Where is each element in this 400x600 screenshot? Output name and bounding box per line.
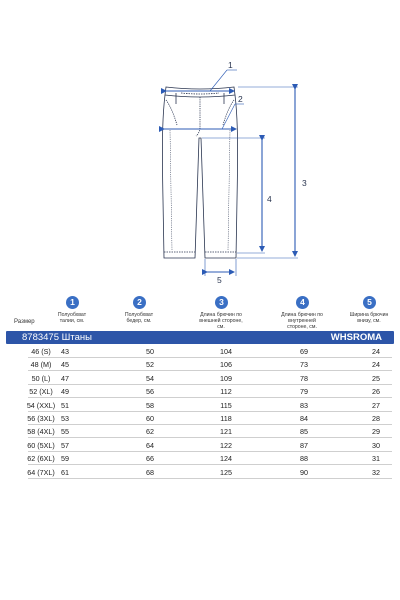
measure-cell-5: 25 (372, 373, 380, 383)
table-row (8, 359, 392, 371)
measure-cell-2: 50 (146, 347, 154, 356)
measure-cell-1: 51 (61, 400, 69, 410)
size-cell: 48 (M) (30, 360, 52, 370)
measure-cell-5: 24 (372, 360, 380, 370)
column-2-label: Полуобхват бедер, см. (124, 312, 154, 324)
table-row (8, 426, 392, 438)
measure-cell-1: 45 (61, 360, 69, 370)
measure-cell-4: 83 (300, 400, 308, 410)
measure-cell-3: 122 (220, 440, 232, 450)
measure-cell-3: 115 (220, 400, 232, 410)
measure-cell-5: 29 (372, 427, 380, 437)
measure-cell-2: 52 (146, 360, 154, 370)
callout-2: 2 (238, 94, 243, 104)
size-cell: 60 (5XL) (27, 440, 55, 450)
measure-cell-2: 64 (146, 440, 154, 450)
table-row (8, 373, 392, 385)
trousers-outline (162, 87, 237, 258)
measurement-lines (164, 70, 298, 276)
column-4-label: Длина брючин по внутренней стороне, см. (281, 312, 323, 330)
measure-cell-1: 61 (61, 467, 69, 477)
measure-cell-3: 104 (220, 347, 232, 356)
column-3-badge: 3 (215, 296, 228, 309)
measure-cell-4: 73 (300, 360, 308, 370)
measure-cell-5: 28 (372, 414, 380, 423)
size-cell: 52 (XL) (29, 387, 53, 397)
measure-cell-3: 106 (220, 360, 232, 370)
measure-cell-5: 24 (372, 347, 380, 356)
product-code: 8783475 Штаны (22, 332, 92, 343)
measure-cell-5: 32 (372, 467, 380, 477)
table-row (8, 453, 392, 465)
measure-cell-2: 60 (146, 414, 154, 423)
trousers-diagram (0, 0, 400, 295)
measure-cell-2: 68 (146, 467, 154, 477)
size-cell: 64 (7XL) (27, 467, 55, 477)
callout-3: 3 (302, 178, 307, 188)
measure-cell-5: 27 (372, 400, 380, 410)
size-cell: 56 (3XL) (27, 414, 55, 423)
measure-cell-4: 87 (300, 440, 308, 450)
measure-cell-2: 66 (146, 454, 154, 464)
measure-cell-4: 69 (300, 347, 308, 356)
measure-cell-3: 124 (220, 454, 232, 464)
measure-cell-1: 53 (61, 414, 69, 423)
size-cell: 46 (S) (31, 347, 51, 356)
column-5-label: Ширина брючин внизу, см. (349, 312, 389, 324)
measure-cell-2: 58 (146, 400, 154, 410)
column-5-badge: 5 (363, 296, 376, 309)
measure-cell-1: 43 (61, 347, 69, 356)
measure-cell-3: 125 (220, 467, 232, 477)
callout-4: 4 (267, 194, 272, 204)
measure-cell-3: 112 (220, 387, 232, 397)
measure-cell-2: 56 (146, 387, 154, 397)
callout-5: 5 (217, 275, 222, 285)
size-cell: 62 (6XL) (27, 454, 55, 464)
measure-cell-2: 62 (146, 427, 154, 437)
measure-cell-3: 118 (220, 414, 232, 423)
measure-cell-4: 85 (300, 427, 308, 437)
measure-cell-1: 55 (61, 427, 69, 437)
table-row (8, 386, 392, 398)
column-1-label: Полуобхват талии, см. (57, 312, 87, 324)
table-row (8, 440, 392, 452)
measure-cell-5: 30 (372, 440, 380, 450)
size-cell: 54 (XXL) (26, 400, 56, 410)
size-column-header: Размер (14, 319, 35, 325)
column-2-badge: 2 (133, 296, 146, 309)
measure-cell-1: 59 (61, 454, 69, 464)
measure-cell-5: 26 (372, 387, 380, 397)
measure-cell-3: 121 (220, 427, 232, 437)
measure-cell-1: 47 (61, 373, 69, 383)
measure-cell-4: 78 (300, 373, 308, 383)
measure-cell-5: 31 (372, 454, 380, 464)
table-row (8, 467, 392, 479)
measure-cell-4: 84 (300, 414, 308, 423)
brand-name: WHSROMA (330, 332, 382, 343)
measure-cell-1: 57 (61, 440, 69, 450)
measure-cell-4: 79 (300, 387, 308, 397)
measure-cell-1: 49 (61, 387, 69, 397)
column-3-label: Длина брючин по внешней стороне, см. (199, 312, 243, 330)
size-cell: 58 (4XL) (27, 427, 55, 437)
table-row (8, 413, 392, 425)
measure-cell-3: 109 (220, 373, 232, 383)
column-1-badge: 1 (66, 296, 79, 309)
size-cell: 50 (L) (31, 373, 51, 383)
product-banner (6, 331, 394, 344)
measure-cell-2: 54 (146, 373, 154, 383)
table-row (8, 400, 392, 412)
table-row (8, 346, 392, 358)
column-4-badge: 4 (296, 296, 309, 309)
measure-cell-4: 88 (300, 454, 308, 464)
callout-1: 1 (228, 60, 233, 70)
measure-cell-4: 90 (300, 467, 308, 477)
